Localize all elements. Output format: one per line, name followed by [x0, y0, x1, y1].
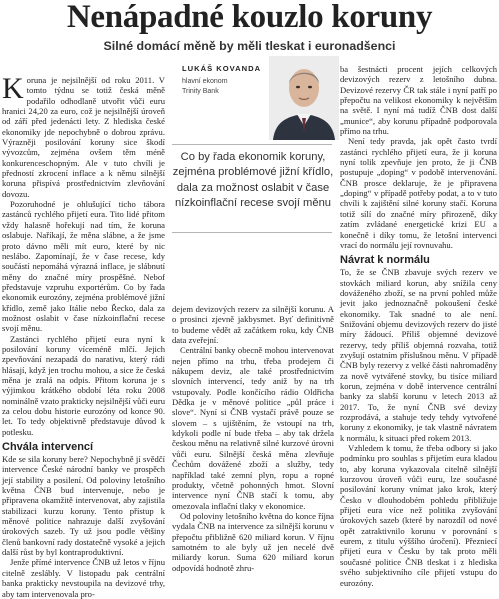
- subheadline: Silné domácí měně by měli tleskat i euronadšenci: [103, 39, 396, 53]
- paragraph: Vzhledem k tomu, že třeba odbory si jako podmínku pro souhlas s přijetím eura kladou to, aby koruna vykazovala citelně silnější kurzovou úroveň vůči euru, lze současné posilování koruny vnímat jako krok, který Česko v dlouhodobém pohledu přibližuje přijetí eura více než politika zvyšování úrokových sazeb (které by narozdíl od nové opět zatraktivnilo korunu v porovnání s eurem, z titulu výššího úročení). Přezniecí přijetí eura v Česku by tak proto měli současné politice ČNB tleskat i z hlediska svého subjektivního cíle přijetí vstupu do eurozóny.: [340, 443, 497, 588]
- author-photo: [269, 56, 339, 140]
- paragraph: Jenže přímé intervence ČNB už letos v říjnu citelně zeslábly. V listopadu pak centrální banka prakticky nevstoupila na devizové trhy, aby tam intervenovala pro-: [2, 557, 165, 599]
- author-role-line: hlavní ekonom: [182, 78, 228, 85]
- paragraph: To, že se ČNB zbavuje svých rezerv ve stovkách miliard korun, aby snížila ceny dováženého zboží, se na první pohled může jevit jako jednoznačně pokoušení české ekonomiky. Tak snadné to ale není. Snižování objemu devizových rezerv do jisté míry žádoucí. Příliš objemné devizové rezervy, tedy příliš objemná rozvaha, totiž zvyšují ostatním příslušnou měnu. V případě ČNB byly rezervy z velké části nahromaděny za nově vytvářené stovky, bu tisíce miliard korun, zejména v době intervence centrální banky za slabší korunu v letech 2013 až 2017. To, že nyní ČNB své devizy rozprodává, a stahuje tedy tehdy vytvořené koruny z ekonomiky, je tak vlastně návratem k normálu, k situaci před rokem 2013.: [340, 267, 497, 443]
- divider: [172, 144, 332, 145]
- paragraph: Není tedy pravda, jak opět často tvrdí zastánci rychlého přijetí eura, že ji koruna nyní tolik zpevňuje jen proto, že ji ČNB postupuje „doping“ v podobě intervenování. ČNB prosce deklaruje, že je připravena „doping“ v případě potřeby podat, a to v tuto chvíli k zajištění silné koruny stačí. Koruna totiž sílí do značné míry přirozeně, díky zatím zvládané energetické krizi EU a konečně i díky tomu, že letošní intervenci vrací do normálu její rovnuvahu.: [340, 136, 497, 250]
- paragraph: Od poloviny letošního května do konce října vydala ČNB na intervence za silnější korunu v přepočtu přibližně 620 miliard korun. V říjnu samotném to ale byly už jen necelé dvě miliardy korun. Suma 620 miliard korun odpovídá hodnotě zhru-: [172, 510, 334, 573]
- pull-quote: Co by řada ekonomik koruny, zejména problémové jižní křídlo, dala za možnost oslabit v čase nízkoinflační recese svojí měnu: [172, 151, 334, 210]
- headline: Nenápadné kouzlo koruny: [66, 0, 433, 35]
- paragraph: Zastánci rychlého přijetí eura nyní k posilování koruny víceméně mlčí. Jejich zpevňování nezapadá do narativu, který rádi hlásají, když jen trochu mohou, a sice že česká měna je zralá na odpis. Přitom koruna je s výjimkou krátkého období léta roku 2008 nominálně vzato prakticky nejsilnější vůči euru za celou dobu historie eurozóny od konce 90. let. To tedy objektivně představuje důvod k potlesku.: [2, 333, 165, 437]
- author-name: LUKÁŠ KOVANDA: [182, 64, 262, 73]
- paragraph: Pozoruhodné je ohlušující ticho tábora zastánců rychlého přijetí eura. Tito lidé přitom vždy halasně hořekují nad tím, že koruna oslabuje. Naříkají, že měna slábne, a že jsme proto dávno měli mít euro, které by nic neslábo. Zapomínají, že v čase recese, kdy součástí nepomáhá výrazná inflace, je slábnutí měny do značné míry prospěšné. Nebof představuje vzpruhu exportérům. Co by řada ekonomik eurozóny, zejména problémové jižní křídlo, země jako Itálie nebo Řecko, dala za možnost oslabit v čase nízkoinflační recese svojí měnu.: [2, 199, 165, 334]
- author-box: [177, 56, 337, 140]
- paragraph: Kde se sila koruny bere? Nepochybně jí svědčí intervence České národní banky ve prospěch její stability a posilení. Od poloviny letošního května ČNB bud intervenuje, nebo je připravena okamžitě intervenovat, aby zajistila stabilizaci kurzu koruny. Tento přístup k měnové politice nahrazuje další zvyšování úrokových sazeb. Ty už jsou podle většiny členů bankovní rady dostatečně vysoké a jejich další růst by byl kontraproduktivní.: [2, 454, 165, 558]
- section-heading: Návrat k normálu: [340, 254, 430, 267]
- article-column-1: [2, 72, 165, 599]
- paragraph: [2, 72, 165, 199]
- paragraph: dejem devizových rezerv za silnější korunu. A o prosinci zjevně jakbysmet. Byť definitivně to budeme vědět až začátkem roku, kdy ČNB data zveřejní.: [172, 304, 334, 346]
- paragraph: Centrální banky obecně mohou intervenovat nejen přímo na trhu, třeba prodejem či nákupem deviz, ale také prostřednictvím slovních intervencí, tedy aniž by na trh vstupovaly. Podle končícího rádio Oldřicha Dědka je v měnové politice „půl práce i slove“. Nyní si ČNB vystačí právě pouze se slovem – s ujištěním, že vstoupí na trh, kdykoli podle ní bude třeba – aby tak držela českou měnu na relativně silné kurzové úrovni vůči euru. Silnější česká měna zlevňuje Čechům dovážené zboží a služby, tedy například také zemní plyn, ropu a ropné produkty, včetně pohonných hmot. Slovní intervence nyní ČNB stačí k tomu, aby omezovala inflační tlaky v ekonomice.: [172, 345, 334, 511]
- drop-cap: K: [2, 72, 24, 105]
- article-column-2: [172, 304, 334, 573]
- author-role: [182, 77, 228, 97]
- divider: [172, 232, 332, 233]
- section-heading: Chvála intervencí: [2, 441, 94, 454]
- article-column-3: [340, 64, 497, 588]
- author-portrait-icon: [269, 56, 339, 140]
- paragraph: ba šestnácti procent jejích celkových devizových rezerv z letošního dubna. Devizové rezervy ČR tak stále i nyní patří po přepočtu na velikost ekonomiky k největším na světě. I nyní má tudíž ČNB dost další „munice“, aby korunu případně podporovala přímo na trhu.: [340, 64, 497, 137]
- paragraph-text: oruna je nejsilnější od roku 2011. V tomto týdnu se totiž česká měně podařilo odhodlaně utvořit vůči euru hranici 24,20 za euro, což je nejsilnější úroveň od září před jedenácti lety. Z hlediska české ekonomiky jde nepochybně o dobrou zprávu. Výrazněji posilování koruny sice škodí vývozcům, zejména ovšem těm méně konkurenceschopným. Ale v tuto chvíli je předností zkrocení inflace a k němu silnější koruna přispívá prostřednictvím zlevňování dovozu.: [2, 75, 165, 199]
- author-role-line: Trinity Bank: [182, 88, 219, 95]
